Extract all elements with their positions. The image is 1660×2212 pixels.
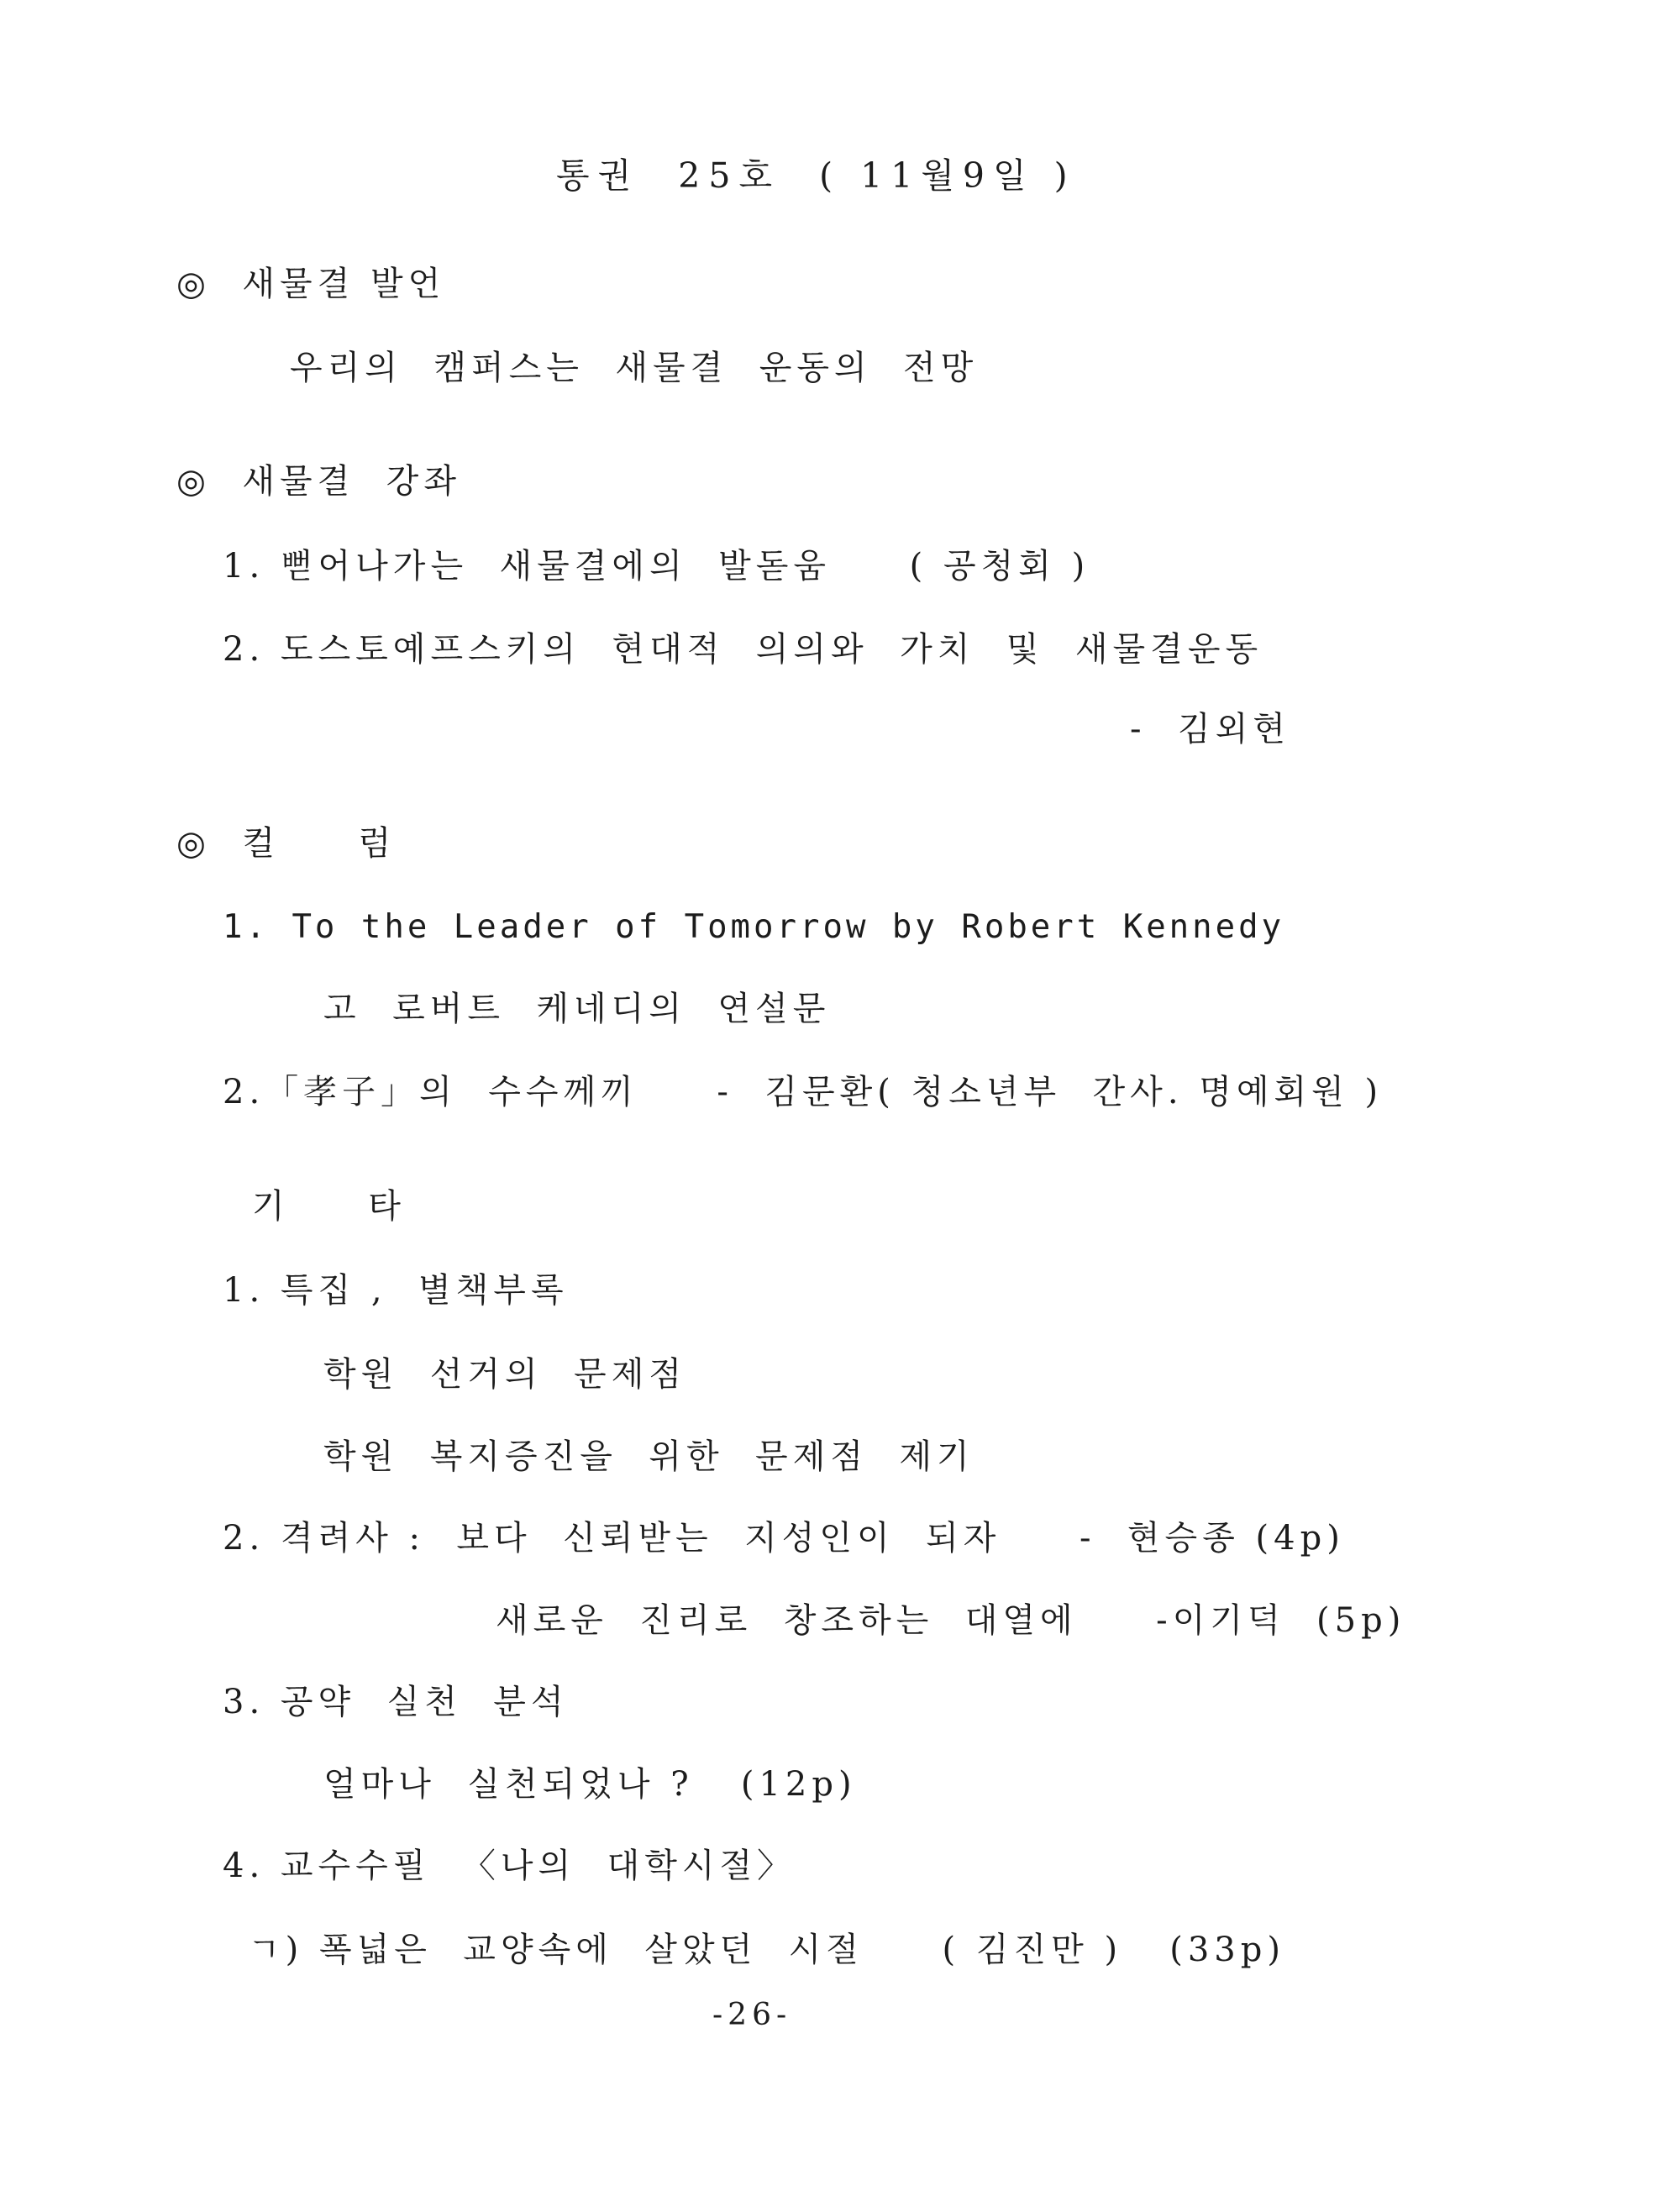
misc-item-3: 3. 공약 실천 분석 <box>223 1683 569 1721</box>
misc-item-1-sub-1: 학원 선거의 문제점 <box>323 1355 686 1394</box>
remarks-item: 우리의 캠퍼스는 새물결 운동의 전망 <box>290 349 979 387</box>
section-heading-remarks: ◎ 새물결 발언 <box>176 265 446 303</box>
misc-item-2: 2. 격려사 : 보다 신뢰받는 지성인이 되자 - 현승종 (4p) <box>223 1519 1345 1558</box>
column-item-2: 2.「孝子」의 수수께끼 - 김문환( 청소년부 간사. 명예회원 ) <box>223 1073 1384 1111</box>
misc-item-4-sub: ㄱ) 폭넓은 교양속에 살았던 시절 ( 김진만 ) (33p) <box>248 1931 1285 1969</box>
section-heading-column: ◎ 컬 럼 <box>176 824 397 863</box>
misc-item-1: 1. 특집 , 별책부록 <box>223 1271 569 1310</box>
section-heading-lecture: ◎ 새물결 강좌 <box>176 462 461 501</box>
section-heading-misc: 기 타 <box>252 1187 406 1226</box>
lecture-item-2-author: - 김외현 <box>1130 710 1290 749</box>
lecture-item-2: 2. 도스토예프스키의 현대적 의의와 가치 및 새물결운동 <box>223 630 1263 669</box>
column-item-1-subtitle: 고 로버트 케네디의 연설문 <box>323 990 831 1028</box>
column-item-1: 1. To the Leader of Tomorrow by Robert Kennedy <box>223 908 1285 946</box>
misc-item-2-sub: 새로운 진리로 창조하는 대열에 -이기덕 (5p) <box>496 1601 1406 1640</box>
misc-item-3-sub: 얼마나 실천되었나 ? (12p) <box>323 1765 857 1804</box>
issue-title: 통권 25호 ( 11월9일 ) <box>556 155 1076 196</box>
misc-item-4: 4. 교수수필 〈나의 대학시절〉 <box>223 1847 796 1885</box>
page-number: -26- <box>712 1998 792 2032</box>
lecture-item-1: 1. 뻗어나가는 새물결에의 발돋움 ( 공청회 ) <box>223 547 1090 586</box>
misc-item-1-sub-2: 학원 복지증진을 위한 문제점 제기 <box>323 1437 974 1476</box>
